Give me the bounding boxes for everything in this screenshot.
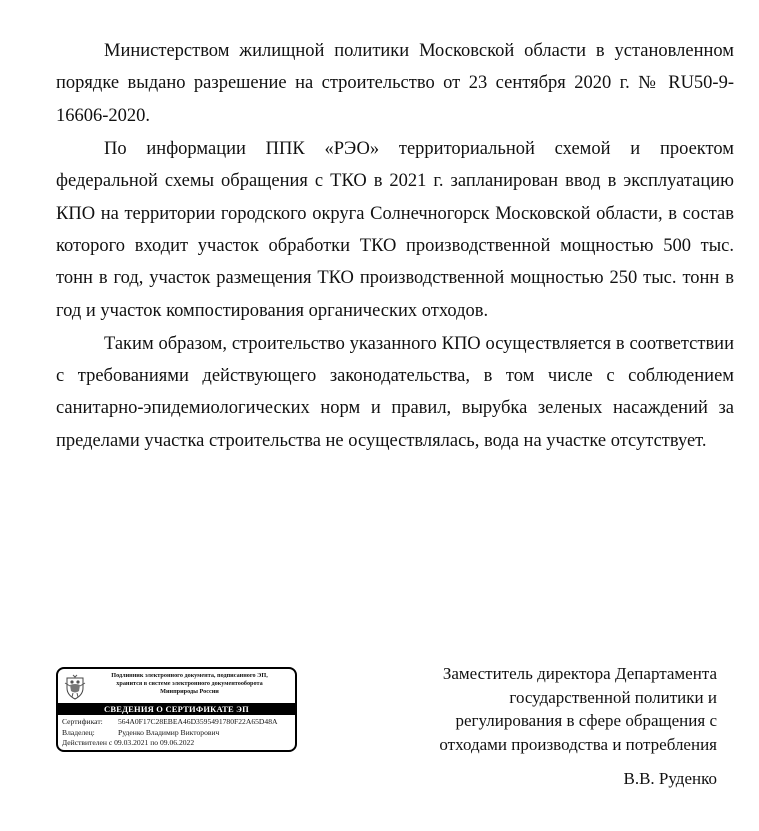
- stamp-certificate-label: Сертификат:: [62, 717, 103, 726]
- stamp-header: СВЕДЕНИЯ О СЕРТИФИКАТЕ ЭП: [58, 703, 295, 715]
- paragraph-permit: Министерством жилищной политики Московской области в установленном порядке выдано разрешение на строительство от 23 сентября 2020 г. № RU50-9-16606-2020.: [56, 41, 734, 126]
- stamp-notice: [88, 672, 291, 696]
- signer-name: В.В. Руденко: [623, 769, 717, 788]
- stamp-owner-row: [62, 728, 292, 739]
- e-signature-stamp: [56, 667, 297, 752]
- stamp-certificate-row: [62, 717, 292, 728]
- stamp-validity: Действителен с 09.03.2021 по 09.06.2022: [62, 738, 195, 748]
- stamp-notice-line: Подлинник электронного документа, подписанного ЭП,: [111, 672, 268, 679]
- signer-position: [377, 662, 717, 756]
- stamp-details: [58, 715, 295, 749]
- stamp-owner-value: Руденко Владимир Викторович: [118, 727, 220, 737]
- stamp-certificate-value: 564A0F17C28EBEA46D3595491780F22A65D48A: [118, 717, 278, 726]
- document-body: [56, 35, 734, 457]
- signer-position-line: отходами производства и потребления: [439, 734, 717, 754]
- paragraph-conclusion: Таким образом, строительство указанного КПО осуществляется в соответствии с требованиями действующего законодательства, в том числе с соблюдением санитарно-эпидемиологических норм и правил, вырубка зеленых насаждений за пределами участка строительства не осуществлялась, вода на участке отсутствует.: [56, 333, 734, 451]
- stamp-owner-label: Владелец:: [62, 727, 95, 737]
- signer-position-line: государственной политики и: [509, 687, 717, 707]
- stamp-notice-line: хранится в системе электронного документооборота: [116, 680, 263, 687]
- stamp-top-section: [58, 669, 295, 703]
- stamp-notice-line: Минприроды России: [160, 688, 219, 695]
- coat-of-arms-icon: [64, 674, 86, 700]
- paragraph-reo-info: По информации ППК «РЭО» территориальной схемой и проектом федеральной схемы обращения с ТКО в 2021 г. запланирован ввод в эксплуатацию КПО на территории городского округа Солнечногорск Московской области, в состав которого входит участок обработки ТКО производственной мощностью 500 тыс. тонн в год, участок размещения ТКО производственной мощностью 250 тыс. тонн в год и участок компостирования органических отходов.: [56, 138, 734, 321]
- signer-position-line: регулирования в сфере обращения с: [455, 711, 717, 730]
- signer-position-line: Заместитель директора Департамента: [442, 664, 717, 683]
